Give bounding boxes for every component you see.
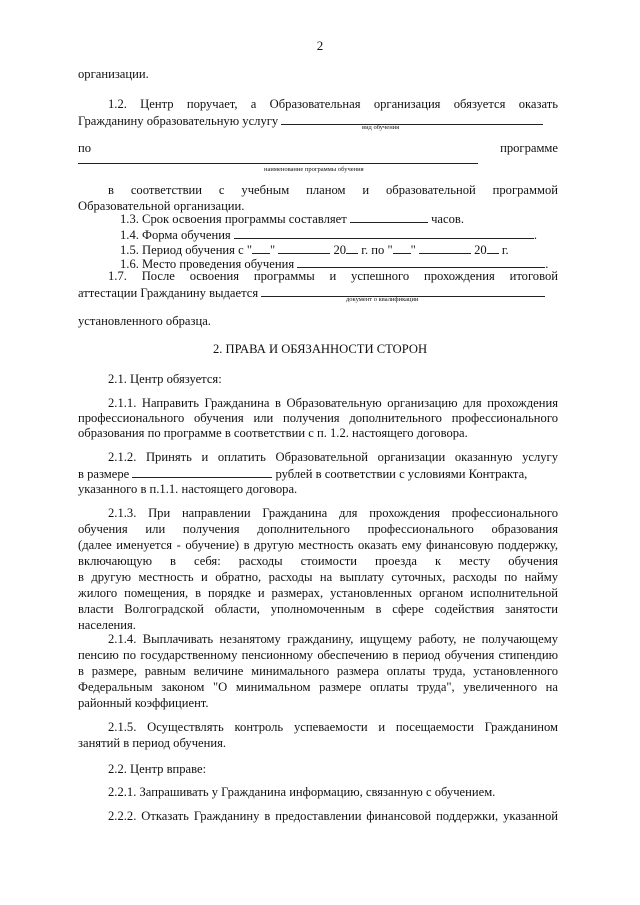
text-line: жилого помещения, в порядке и размерах, установленных органом исполнительной xyxy=(78,586,558,600)
text-span: 1.5. Период обучения с " xyxy=(120,243,252,257)
end-month-field xyxy=(419,241,471,254)
end-year-field xyxy=(487,241,499,254)
field-caption: вид обучения xyxy=(362,124,400,131)
clause-1-2-line: 1.2. Центр поручает, а Образовательная организация обязуется оказать xyxy=(108,97,558,111)
end-day-field xyxy=(393,241,411,254)
text-line: обучения или получения дополнительного профессионального образования xyxy=(78,522,558,536)
text-line: населения. xyxy=(78,618,136,632)
text-line: в соответствии с учебным планом и образовательной программой xyxy=(108,183,558,197)
text-span: . xyxy=(545,257,549,271)
clause-1-7-document-line xyxy=(78,284,558,301)
text-line: 2.1.1. Направить Гражданина в Образовательную организацию для прохождения xyxy=(108,396,558,410)
text-span: программе xyxy=(500,141,558,155)
start-day-field xyxy=(252,241,270,254)
text-line: образования по программе в соответствии с п. 1.2. настоящего договора. xyxy=(78,426,468,440)
text-line: 2.2.2. Отказать Гражданину в предоставлении финансовой поддержки, указанной xyxy=(108,809,558,823)
text-span: . xyxy=(533,228,538,242)
training-type-field xyxy=(281,112,543,125)
text-line: организации. xyxy=(78,67,149,81)
field-caption: документ о квалификации xyxy=(346,296,419,303)
text-span: 1.6. Место проведения обучения xyxy=(120,257,295,271)
text-span: рублей в соответствии с условиями Контракта, xyxy=(275,467,528,481)
text-line: 2.1.2. Принять и оплатить Образовательной организации оказанную услугу xyxy=(108,450,558,464)
training-form-field xyxy=(234,226,534,239)
text-line: власти Волгоградской области, уполномоченным в сфере содействия занятости xyxy=(78,602,558,616)
text-line: включающую в себя: расходы стоимости проезда к месту обучения xyxy=(78,554,558,568)
page-number: 2 xyxy=(316,38,324,53)
text-span: " xyxy=(410,243,416,257)
text-span: аттестации Гражданину выдается xyxy=(78,286,259,300)
clause-1-2-service-line xyxy=(78,112,558,129)
text-span: по xyxy=(78,141,92,155)
text-line: 2.1.3. При направлении Гражданина для прохождения профессионального xyxy=(108,506,558,520)
start-year-field xyxy=(346,241,358,254)
text-span: г. по " xyxy=(361,243,393,257)
text-span: часов. xyxy=(431,212,464,226)
text-line: Образовательной организации. xyxy=(78,199,245,213)
field-caption: наименование программы обучения xyxy=(264,166,364,173)
text-line: в размере, равным величине минимального размера оплаты труда, установленного xyxy=(78,664,558,678)
text-line: установленного образца. xyxy=(78,314,211,328)
duration-field xyxy=(350,210,428,223)
section-heading: 2. ПРАВА И ОБЯЗАННОСТИ СТОРОН xyxy=(212,342,428,356)
text-line: (далее именуется - обучение) в другую местность оказать ему финансовую поддержку, xyxy=(78,538,558,552)
text-line: профессионального обучения или получения дополнительного профессионального xyxy=(78,411,558,425)
text-line: Федеральным законом "О минимальном размере оплаты труда", увеличенного на xyxy=(78,680,558,694)
text-line: в другую местность и обратно, расходы на выплату суточных, расходы по найму xyxy=(78,570,558,584)
text-line: 2.1.5. Осуществлять контроль успеваемости и посещаемости Гражданином xyxy=(108,720,558,734)
text-line: 2.1.4. Выплачивать незанятому гражданину, ищущему работу, не получающему xyxy=(108,632,558,646)
text-span: 1.4. Форма обучения xyxy=(120,228,231,242)
clause-1-3-line xyxy=(120,210,600,227)
text-span: 20 xyxy=(333,243,347,257)
text-line: 2.2.1. Запрашивать у Гражданина информацию, связанную с обучением. xyxy=(108,785,496,799)
text-line: 2.2. Центр вправе: xyxy=(108,762,207,776)
text-line: занятий в период обучения. xyxy=(78,736,227,750)
text-line: указанного в п.1.1. настоящего договора. xyxy=(78,482,298,496)
text-span: г. xyxy=(501,243,509,257)
text-span: 20 xyxy=(474,243,487,257)
text-line: пенсию по государственному пенсионному обеспечению в период обучения стипендию xyxy=(78,648,558,662)
text-line: 2.1. Центр обязуется: xyxy=(108,372,222,386)
text-span: 1.3. Срок освоения программы составляет xyxy=(120,212,347,226)
payment-amount-line xyxy=(78,465,558,482)
payment-amount-field xyxy=(132,465,272,478)
training-place-field xyxy=(297,255,545,268)
text-span: Гражданину образовательную услугу xyxy=(78,114,279,128)
text-span: " xyxy=(270,243,276,257)
text-line: районный коэффициент. xyxy=(78,696,209,710)
start-month-field xyxy=(278,241,330,254)
text-span: в размере xyxy=(78,467,130,481)
program-name-field xyxy=(78,163,478,164)
clause-1-7-line: 1.7. После освоения программы и успешного прохождения итоговой xyxy=(108,269,558,283)
